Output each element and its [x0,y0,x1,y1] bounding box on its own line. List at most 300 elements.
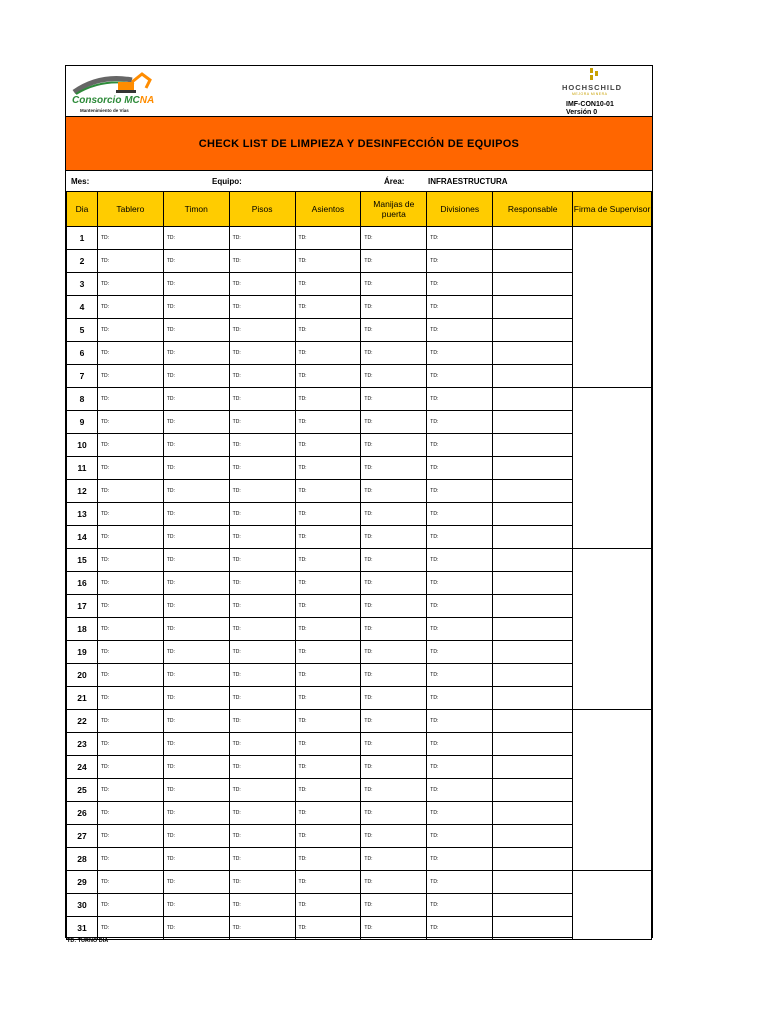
col-tablero-cell[interactable]: TD: [97,388,163,411]
col-divisiones-cell[interactable]: TD: [427,641,493,664]
col-manijas-cell[interactable]: TD: [361,733,427,756]
col-asientos-cell[interactable]: TD: [295,388,361,411]
col-asientos-cell[interactable]: TD: [295,779,361,802]
col-pisos-cell[interactable]: TD: [229,871,295,894]
col-timon-cell[interactable]: TD: [163,595,229,618]
responsable-cell[interactable] [493,503,573,526]
col-pisos-cell[interactable]: TD: [229,296,295,319]
col-manijas-cell[interactable]: TD: [361,480,427,503]
col-divisiones-cell[interactable]: TD: [427,848,493,871]
col-pisos-cell[interactable]: TD: [229,273,295,296]
day-number: 9 [67,411,98,434]
table-row [67,319,652,342]
col-pisos-cell[interactable]: TD: [229,503,295,526]
col-timon-cell[interactable]: TD: [163,250,229,273]
col-timon-cell[interactable]: TD: [163,503,229,526]
day-number: 16 [67,572,98,595]
table-row [67,618,652,641]
supervisor-signature-cell[interactable] [573,871,652,940]
col-manijas-cell[interactable]: TD: [361,618,427,641]
col-manijas-cell[interactable]: TD: [361,296,427,319]
col-asientos-cell[interactable]: TD: [295,411,361,434]
col-tablero-cell[interactable]: TD: [97,733,163,756]
day-number: 29 [67,871,98,894]
supervisor-signature-cell[interactable] [573,549,652,710]
col-timon-cell[interactable]: TD: [163,227,229,250]
column-header-row [67,192,652,227]
col-pisos-cell[interactable]: TD: [229,687,295,710]
day-number: 27 [67,825,98,848]
col-divisiones-cell[interactable]: TD: [427,342,493,365]
col-pisos-cell[interactable]: TD: [229,319,295,342]
col-timon-cell[interactable]: TD: [163,687,229,710]
responsable-cell[interactable] [493,434,573,457]
logo-brand-text: Consorcio MCNA [72,95,155,106]
responsable-cell[interactable] [493,480,573,503]
col-timon-cell[interactable]: TD: [163,273,229,296]
col-divisiones-cell[interactable]: TD: [427,917,493,940]
col-manijas-cell[interactable]: TD: [361,273,427,296]
col-divisiones-cell[interactable]: TD: [427,227,493,250]
day-number: 22 [67,710,98,733]
col-tablero-cell[interactable]: TD: [97,411,163,434]
day-number: 1 [67,227,98,250]
col-timon-cell[interactable]: TD: [163,457,229,480]
col-asientos-cell[interactable]: TD: [295,273,361,296]
day-number: 5 [67,319,98,342]
col-manijas-cell[interactable]: TD: [361,917,427,940]
col-tablero-cell[interactable]: TD: [97,595,163,618]
col-divisiones-cell[interactable]: TD: [427,894,493,917]
col-pisos-cell[interactable]: TD: [229,457,295,480]
table-row [67,388,652,411]
col-tablero-cell[interactable]: TD: [97,526,163,549]
col-manijas-cell[interactable]: TD: [361,894,427,917]
col-manijas-cell[interactable]: TD: [361,250,427,273]
col-asientos-cell[interactable]: TD: [295,572,361,595]
footnote: TD: TURNO DÍA [67,938,109,944]
col-manijas-cell[interactable]: TD: [361,365,427,388]
day-number: 7 [67,365,98,388]
day-number: 21 [67,687,98,710]
consorcio-logo [70,72,160,114]
col-pisos-cell[interactable]: TD: [229,595,295,618]
col-asientos-cell[interactable]: TD: [295,503,361,526]
col-manijas-cell[interactable]: TD: [361,388,427,411]
col-divisiones-cell[interactable]: TD: [427,595,493,618]
col-firma-header: Firma de Supervisor [573,192,652,227]
responsable-cell[interactable] [493,457,573,480]
day-number: 20 [67,664,98,687]
col-timon-cell[interactable]: TD: [163,825,229,848]
col-tablero-cell[interactable]: TD: [97,894,163,917]
col-asientos-cell[interactable]: TD: [295,756,361,779]
area-value: INFRAESTRUCTURA [428,177,508,186]
table-row [67,733,652,756]
table-row [67,227,652,250]
col-divisiones-cell[interactable]: TD: [427,802,493,825]
responsable-cell[interactable] [493,641,573,664]
responsable-cell[interactable] [493,365,573,388]
table-row [67,296,652,319]
col-timon-cell[interactable]: TD: [163,319,229,342]
col-tablero-cell[interactable]: TD: [97,641,163,664]
col-divisiones-cell[interactable]: TD: [427,457,493,480]
col-timon-cell[interactable]: TD: [163,388,229,411]
col-pisos-cell[interactable]: TD: [229,342,295,365]
col-timon-cell[interactable]: TD: [163,526,229,549]
col-pisos-cell[interactable]: TD: [229,894,295,917]
col-asientos-cell[interactable]: TD: [295,917,361,940]
table-row [67,250,652,273]
col-divisiones-cell[interactable]: TD: [427,549,493,572]
responsable-cell[interactable] [493,411,573,434]
col-pisos-header: Pisos [229,192,295,227]
responsable-cell[interactable] [493,526,573,549]
hochschild-logo [562,68,642,114]
col-timon-cell[interactable]: TD: [163,848,229,871]
day-number: 28 [67,848,98,871]
col-divisiones-cell[interactable]: TD: [427,480,493,503]
col-asientos-cell[interactable]: TD: [295,802,361,825]
col-manijas-cell[interactable]: TD: [361,710,427,733]
col-timon-cell[interactable]: TD: [163,641,229,664]
day-number: 12 [67,480,98,503]
col-pisos-cell[interactable]: TD: [229,733,295,756]
col-tablero-cell[interactable]: TD: [97,664,163,687]
col-divisiones-cell[interactable]: TD: [427,526,493,549]
responsable-cell[interactable] [493,319,573,342]
supervisor-signature-cell[interactable] [573,388,652,549]
col-pisos-cell[interactable]: TD: [229,848,295,871]
col-divisiones-cell[interactable]: TD: [427,779,493,802]
col-divisiones-cell[interactable]: TD: [427,388,493,411]
col-tablero-cell[interactable]: TD: [97,710,163,733]
col-divisiones-cell[interactable]: TD: [427,319,493,342]
col-tablero-cell[interactable]: TD: [97,917,163,940]
col-timon-cell[interactable]: TD: [163,733,229,756]
responsable-cell[interactable] [493,250,573,273]
col-asientos-cell[interactable]: TD: [295,595,361,618]
col-timon-cell[interactable]: TD: [163,434,229,457]
col-tablero-cell[interactable]: TD: [97,319,163,342]
col-tablero-cell[interactable]: TD: [97,342,163,365]
day-number: 30 [67,894,98,917]
day-number: 6 [67,342,98,365]
col-asientos-cell[interactable]: TD: [295,296,361,319]
col-tablero-cell[interactable]: TD: [97,434,163,457]
col-pisos-cell[interactable]: TD: [229,365,295,388]
col-pisos-cell[interactable]: TD: [229,641,295,664]
col-pisos-cell[interactable]: TD: [229,756,295,779]
col-pisos-cell[interactable]: TD: [229,917,295,940]
table-row [67,503,652,526]
col-manijas-cell[interactable]: TD: [361,848,427,871]
responsable-cell[interactable] [493,687,573,710]
responsable-cell[interactable] [493,710,573,733]
document-code: IMF-CON10-01 [566,101,614,108]
col-timon-cell[interactable]: TD: [163,710,229,733]
table-row [67,664,652,687]
table-row [67,273,652,296]
col-timon-cell[interactable]: TD: [163,342,229,365]
checklist-sheet [65,65,653,938]
col-asientos-cell[interactable]: TD: [295,434,361,457]
col-manijas-cell[interactable]: TD: [361,526,427,549]
col-manijas-cell[interactable]: TD: [361,779,427,802]
col-asientos-cell[interactable]: TD: [295,342,361,365]
col-asientos-cell[interactable]: TD: [295,480,361,503]
col-pisos-cell[interactable]: TD: [229,572,295,595]
col-divisiones-cell[interactable]: TD: [427,687,493,710]
col-divisiones-cell[interactable]: TD: [427,664,493,687]
responsable-cell[interactable] [493,227,573,250]
table-row [67,687,652,710]
col-divisiones-cell[interactable]: TD: [427,250,493,273]
col-timon-cell[interactable]: TD: [163,664,229,687]
col-timon-cell[interactable]: TD: [163,480,229,503]
responsable-cell[interactable] [493,296,573,319]
col-timon-cell[interactable]: TD: [163,802,229,825]
col-asientos-header: Asientos [295,192,361,227]
col-tablero-cell[interactable]: TD: [97,802,163,825]
day-number: 3 [67,273,98,296]
table-row [67,434,652,457]
col-manijas-cell[interactable]: TD: [361,503,427,526]
col-asientos-cell[interactable]: TD: [295,365,361,388]
col-asientos-cell[interactable]: TD: [295,871,361,894]
col-divisiones-cell[interactable]: TD: [427,365,493,388]
responsable-cell[interactable] [493,572,573,595]
col-divisiones-cell[interactable]: TD: [427,572,493,595]
col-tablero-cell[interactable]: TD: [97,296,163,319]
col-tablero-cell[interactable]: TD: [97,848,163,871]
day-number: 15 [67,549,98,572]
col-pisos-cell[interactable]: TD: [229,779,295,802]
responsable-cell[interactable] [493,664,573,687]
col-asientos-cell[interactable]: TD: [295,319,361,342]
col-asientos-cell[interactable]: TD: [295,227,361,250]
col-divisiones-cell[interactable]: TD: [427,434,493,457]
col-tablero-cell[interactable]: TD: [97,572,163,595]
col-pisos-cell[interactable]: TD: [229,802,295,825]
responsable-cell[interactable] [493,549,573,572]
col-tablero-cell[interactable]: TD: [97,250,163,273]
col-pisos-cell[interactable]: TD: [229,526,295,549]
table-row [67,480,652,503]
col-dia-header: Dia [67,192,98,227]
col-timon-cell[interactable]: TD: [163,756,229,779]
col-divisiones-cell[interactable]: TD: [427,825,493,848]
col-pisos-cell[interactable]: TD: [229,710,295,733]
table-row [67,756,652,779]
responsable-cell[interactable] [493,825,573,848]
responsable-cell[interactable] [493,342,573,365]
col-timon-cell[interactable]: TD: [163,296,229,319]
table-row [67,572,652,595]
info-row [66,173,652,192]
col-pisos-cell[interactable]: TD: [229,664,295,687]
col-tablero-cell[interactable]: TD: [97,825,163,848]
col-divisiones-cell[interactable]: TD: [427,273,493,296]
day-number: 4 [67,296,98,319]
table-row [67,894,652,917]
supervisor-signature-cell[interactable] [573,710,652,871]
col-manijas-cell[interactable]: TD: [361,572,427,595]
col-asientos-cell[interactable]: TD: [295,687,361,710]
col-tablero-cell[interactable]: TD: [97,480,163,503]
document-version: Versión 0 [566,109,598,116]
col-pisos-cell[interactable]: TD: [229,434,295,457]
checklist-table [66,191,652,940]
day-number: 31 [67,917,98,940]
col-timon-cell[interactable]: TD: [163,411,229,434]
col-asientos-cell[interactable]: TD: [295,641,361,664]
table-row [67,365,652,388]
day-number: 17 [67,595,98,618]
col-pisos-cell[interactable]: TD: [229,825,295,848]
day-number: 25 [67,779,98,802]
table-row [67,825,652,848]
col-timon-cell[interactable]: TD: [163,871,229,894]
responsable-cell[interactable] [493,779,573,802]
col-asientos-cell[interactable]: TD: [295,250,361,273]
col-asientos-cell[interactable]: TD: [295,664,361,687]
col-divisiones-cell[interactable]: TD: [427,296,493,319]
col-tablero-header: Tablero [97,192,163,227]
day-number: 24 [67,756,98,779]
col-divisiones-cell[interactable]: TD: [427,503,493,526]
col-timon-cell[interactable]: TD: [163,365,229,388]
col-asientos-cell[interactable]: TD: [295,733,361,756]
responsable-cell[interactable] [493,917,573,940]
responsable-cell[interactable] [493,388,573,411]
col-tablero-cell[interactable]: TD: [97,503,163,526]
responsable-cell[interactable] [493,273,573,296]
day-number: 13 [67,503,98,526]
responsable-cell[interactable] [493,802,573,825]
col-divisiones-cell[interactable]: TD: [427,733,493,756]
col-manijas-cell[interactable]: TD: [361,342,427,365]
col-asientos-cell[interactable]: TD: [295,549,361,572]
col-manijas-cell[interactable]: TD: [361,641,427,664]
col-divisiones-header: Divisiones [427,192,493,227]
col-tablero-cell[interactable]: TD: [97,227,163,250]
table-row [67,917,652,940]
page-title: CHECK LIST DE LIMPIEZA Y DESINFECCIÓN DE EQUIPOS [198,137,520,150]
col-tablero-cell[interactable]: TD: [97,618,163,641]
col-pisos-cell[interactable]: TD: [229,411,295,434]
col-tablero-cell[interactable]: TD: [97,365,163,388]
col-tablero-cell[interactable]: TD: [97,457,163,480]
supervisor-signature-cell[interactable] [573,227,652,388]
table-row [67,526,652,549]
col-manijas-cell[interactable]: TD: [361,319,427,342]
col-manijas-cell[interactable]: TD: [361,756,427,779]
col-divisiones-cell[interactable]: TD: [427,756,493,779]
col-asientos-cell[interactable]: TD: [295,618,361,641]
col-divisiones-cell[interactable]: TD: [427,871,493,894]
col-manijas-cell[interactable]: TD: [361,434,427,457]
col-pisos-cell[interactable]: TD: [229,227,295,250]
col-tablero-cell[interactable]: TD: [97,779,163,802]
table-row [67,871,652,894]
responsable-cell[interactable] [493,756,573,779]
col-timon-cell[interactable]: TD: [163,894,229,917]
col-pisos-cell[interactable]: TD: [229,549,295,572]
table-row [67,457,652,480]
col-manijas-cell[interactable]: TD: [361,664,427,687]
col-manijas-cell[interactable]: TD: [361,549,427,572]
col-manijas-cell[interactable]: TD: [361,457,427,480]
col-tablero-cell[interactable]: TD: [97,549,163,572]
col-manijas-cell[interactable]: TD: [361,871,427,894]
responsable-cell[interactable] [493,595,573,618]
col-pisos-cell[interactable]: TD: [229,480,295,503]
col-divisiones-cell[interactable]: TD: [427,411,493,434]
day-number: 18 [67,618,98,641]
col-divisiones-cell[interactable]: TD: [427,618,493,641]
col-timon-cell[interactable]: TD: [163,572,229,595]
col-tablero-cell[interactable]: TD: [97,273,163,296]
responsable-cell[interactable] [493,618,573,641]
table-row [67,549,652,572]
col-pisos-cell[interactable]: TD: [229,250,295,273]
col-pisos-cell[interactable]: TD: [229,388,295,411]
document-header [66,66,652,115]
col-timon-cell[interactable]: TD: [163,549,229,572]
title-band [66,116,652,171]
responsable-cell[interactable] [493,894,573,917]
hochschild-brand-text: HOCHSCHILD [562,83,622,92]
col-asientos-cell[interactable]: TD: [295,825,361,848]
day-number: 2 [67,250,98,273]
col-manijas-header: Manijas de puerta [361,192,427,227]
col-manijas-cell[interactable]: TD: [361,595,427,618]
col-asientos-cell[interactable]: TD: [295,894,361,917]
table-row [67,848,652,871]
checklist-body [67,227,652,940]
col-manijas-cell[interactable]: TD: [361,687,427,710]
table-row [67,710,652,733]
responsable-cell[interactable] [493,871,573,894]
col-timon-cell[interactable]: TD: [163,779,229,802]
col-divisiones-cell[interactable]: TD: [427,710,493,733]
col-timon-header: Timon [163,192,229,227]
responsable-cell[interactable] [493,733,573,756]
col-timon-cell[interactable]: TD: [163,917,229,940]
col-timon-cell[interactable]: TD: [163,618,229,641]
day-number: 11 [67,457,98,480]
col-manijas-cell[interactable]: TD: [361,227,427,250]
col-tablero-cell[interactable]: TD: [97,687,163,710]
col-asientos-cell[interactable]: TD: [295,848,361,871]
col-manijas-cell[interactable]: TD: [361,411,427,434]
col-asientos-cell[interactable]: TD: [295,710,361,733]
table-row [67,342,652,365]
responsable-cell[interactable] [493,848,573,871]
day-number: 19 [67,641,98,664]
col-tablero-cell[interactable]: TD: [97,871,163,894]
hochschild-mark-icon [590,68,598,80]
col-manijas-cell[interactable]: TD: [361,802,427,825]
col-responsable-header: Responsable [493,192,573,227]
col-asientos-cell[interactable]: TD: [295,526,361,549]
col-tablero-cell[interactable]: TD: [97,756,163,779]
col-pisos-cell[interactable]: TD: [229,618,295,641]
col-asientos-cell[interactable]: TD: [295,457,361,480]
col-manijas-cell[interactable]: TD: [361,825,427,848]
